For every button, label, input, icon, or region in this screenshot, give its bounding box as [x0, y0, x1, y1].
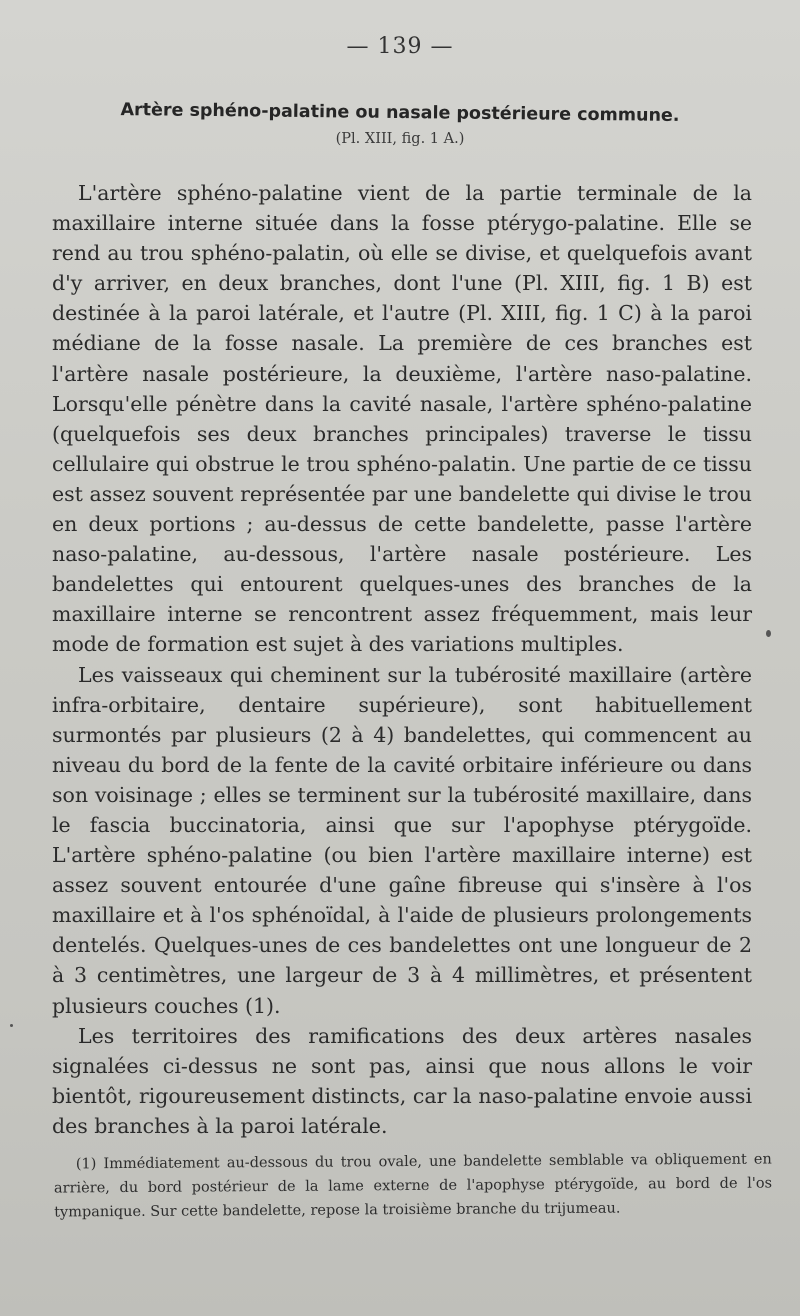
page-number: — 139 —: [346, 34, 454, 59]
body-text: [52, 178, 752, 1141]
section-figure-reference: (Pl. XIII, fig. 1 A.): [335, 131, 465, 147]
paragraph: Les territoires des ramifications des deux artères nasales signalées ci-dessus ne sont pas, ainsi que nous allons le voir bientôt, rigoureusement distincts, car la naso-palatine envoie aussi des branches à la paroi latérale.: [52, 1023, 752, 1138]
paragraph: L'artère sphéno-palatine vient de la partie terminale de la maxillaire interne située dans la fosse ptérygo-palatine. Elle se rend au trou sphéno-palatin, où elle se divise, et quelquefois avant d'y arriver, en deux branches, dont l'une (Pl. XIII, fig. 1 B) est destinée à la paroi latérale, et l'autre (Pl. XIII, fig. 1 C) à la paroi médiane de la fosse nasale. La première de ces branches est l'artère nasale postérieure, la deuxième, l'artère naso-palatine. Lorsqu'elle pénètre dans la cavité nasale, l'artère sphéno-palatine (quelquefois ses deux branches principales) traverse le tissu cellulaire qui obstrue le trou sphéno-palatin. Une partie de ce tissu est assez souvent représentée par une bandelette qui divise le trou en deux portions ; au-dessus de cette bandelette, passe l'artère naso-palatine, au-dessous, l'artère nasale postérieure. Les bandelettes qui entourent quelques-unes des branches de la maxillaire interne se rencontrent assez fréquemment, mais leur mode de formation est sujet à des variations multiples.: [52, 181, 752, 657]
paragraph: Les vaisseaux qui cheminent sur la tubérosité maxillaire (artère infra-orbitaire, dentaire supérieure), sont habituellement surmontés par plusieurs (2 à 4) bandelettes, qui commencent au niveau du bord de la fente de la cavité orbitaire inférieure ou dans son voisinage ; elles se terminent sur la tubérosité maxillaire, dans le fascia buccinatoria, ainsi que sur l'apophyse ptérygoïde. L'artère sphéno-palatine (ou bien l'artère maxillaire interne) est assez souvent entourée d'une gaîne fibreuse qui s'insère à l'os maxillaire et à l'os sphénoïdal, à l'aide de plusieurs prolongements dentelés. Quelques-unes de ces bandelettes ont une longueur de 2 à 3 centimètres, une largeur de 3 à 4 millimètres, et présentent plusieurs couches (1).: [52, 662, 752, 1018]
footnote-text: (1) Immédiatement au-dessous du trou ovale, une bandelette semblable va obliquement en arrière, du bord postérieur de la lame externe de l'apophyse ptérygoïde, au bord de l'os tympanique. Sur cette bandelette, repose la troisième branche du trijumeau.: [53, 1151, 773, 1221]
paper-speck: [766, 630, 771, 637]
paper-speck: [10, 1024, 13, 1027]
section-title: Artère sphéno-palatine ou nasale postérieure commune.: [120, 100, 680, 126]
footnote: [54, 1147, 772, 1224]
